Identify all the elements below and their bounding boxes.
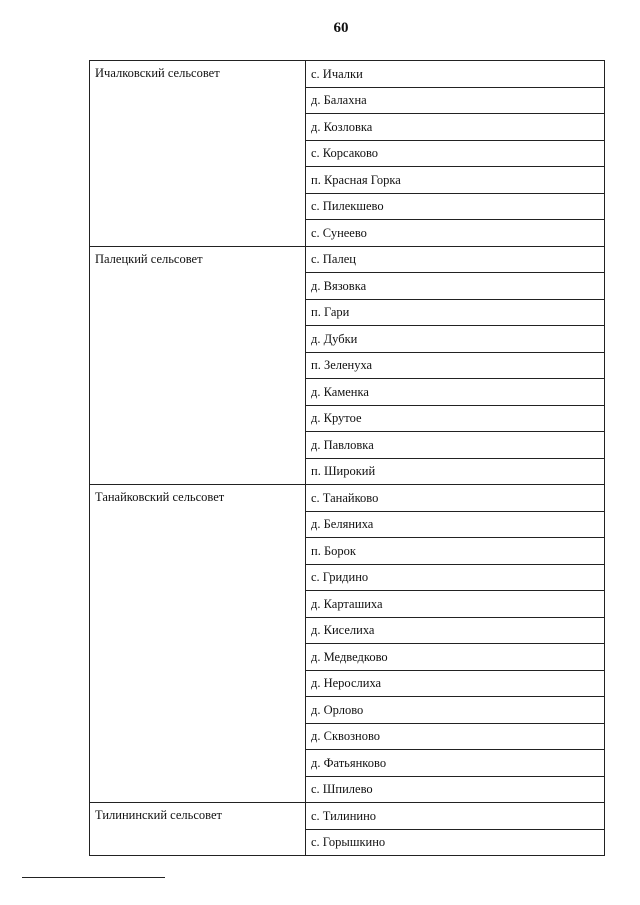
settlement-cell: д. Карташиха: [306, 591, 605, 618]
page-number: 60: [333, 20, 349, 36]
settlement-cell: д. Каменка: [306, 379, 605, 406]
settlement-cell: д. Нерослиха: [306, 670, 605, 697]
settlement-cell: д. Беляниха: [306, 511, 605, 538]
council-name-cell: Ичалковский сельсовет: [90, 61, 306, 247]
settlement-cell: с. Танайково: [306, 485, 605, 512]
table-row: [90, 246, 605, 273]
settlement-cell: д. Медведково: [306, 644, 605, 671]
footnote-rule: [22, 877, 165, 878]
table-row: [90, 485, 605, 512]
table-row: [90, 803, 605, 830]
settlement-cell: с. Гридино: [306, 564, 605, 591]
settlements-table: [89, 60, 605, 856]
settlement-cell: д. Козловка: [306, 114, 605, 141]
settlement-cell: п. Борок: [306, 538, 605, 565]
settlements-table-body: [90, 61, 605, 856]
table-row: [90, 61, 605, 88]
settlement-cell: с. Сунеево: [306, 220, 605, 247]
council-name-cell: Палецкий сельсовет: [90, 246, 306, 485]
settlement-cell: п. Широкий: [306, 458, 605, 485]
settlement-cell: д. Орлово: [306, 697, 605, 724]
settlement-cell: д. Дубки: [306, 326, 605, 353]
council-name-cell: Танайковский сельсовет: [90, 485, 306, 803]
settlement-cell: д. Павловка: [306, 432, 605, 459]
settlement-cell: с. Шпилево: [306, 776, 605, 803]
settlement-cell: д. Фатьянково: [306, 750, 605, 777]
council-name-cell: Тилининский сельсовет: [90, 803, 306, 856]
settlement-cell: п. Гари: [306, 299, 605, 326]
settlement-cell: с. Пилекшево: [306, 193, 605, 220]
settlement-cell: п. Зеленуха: [306, 352, 605, 379]
settlement-cell: с. Ичалки: [306, 61, 605, 88]
settlement-cell: с. Горышкино: [306, 829, 605, 856]
settlement-cell: с. Тилинино: [306, 803, 605, 830]
settlement-cell: с. Палец: [306, 246, 605, 273]
settlement-cell: д. Вязовка: [306, 273, 605, 300]
settlement-cell: п. Красная Горка: [306, 167, 605, 194]
settlement-cell: д. Крутое: [306, 405, 605, 432]
settlement-cell: д. Сквозново: [306, 723, 605, 750]
settlement-cell: д. Балахна: [306, 87, 605, 114]
settlement-cell: с. Корсаково: [306, 140, 605, 167]
settlement-cell: д. Киселиха: [306, 617, 605, 644]
